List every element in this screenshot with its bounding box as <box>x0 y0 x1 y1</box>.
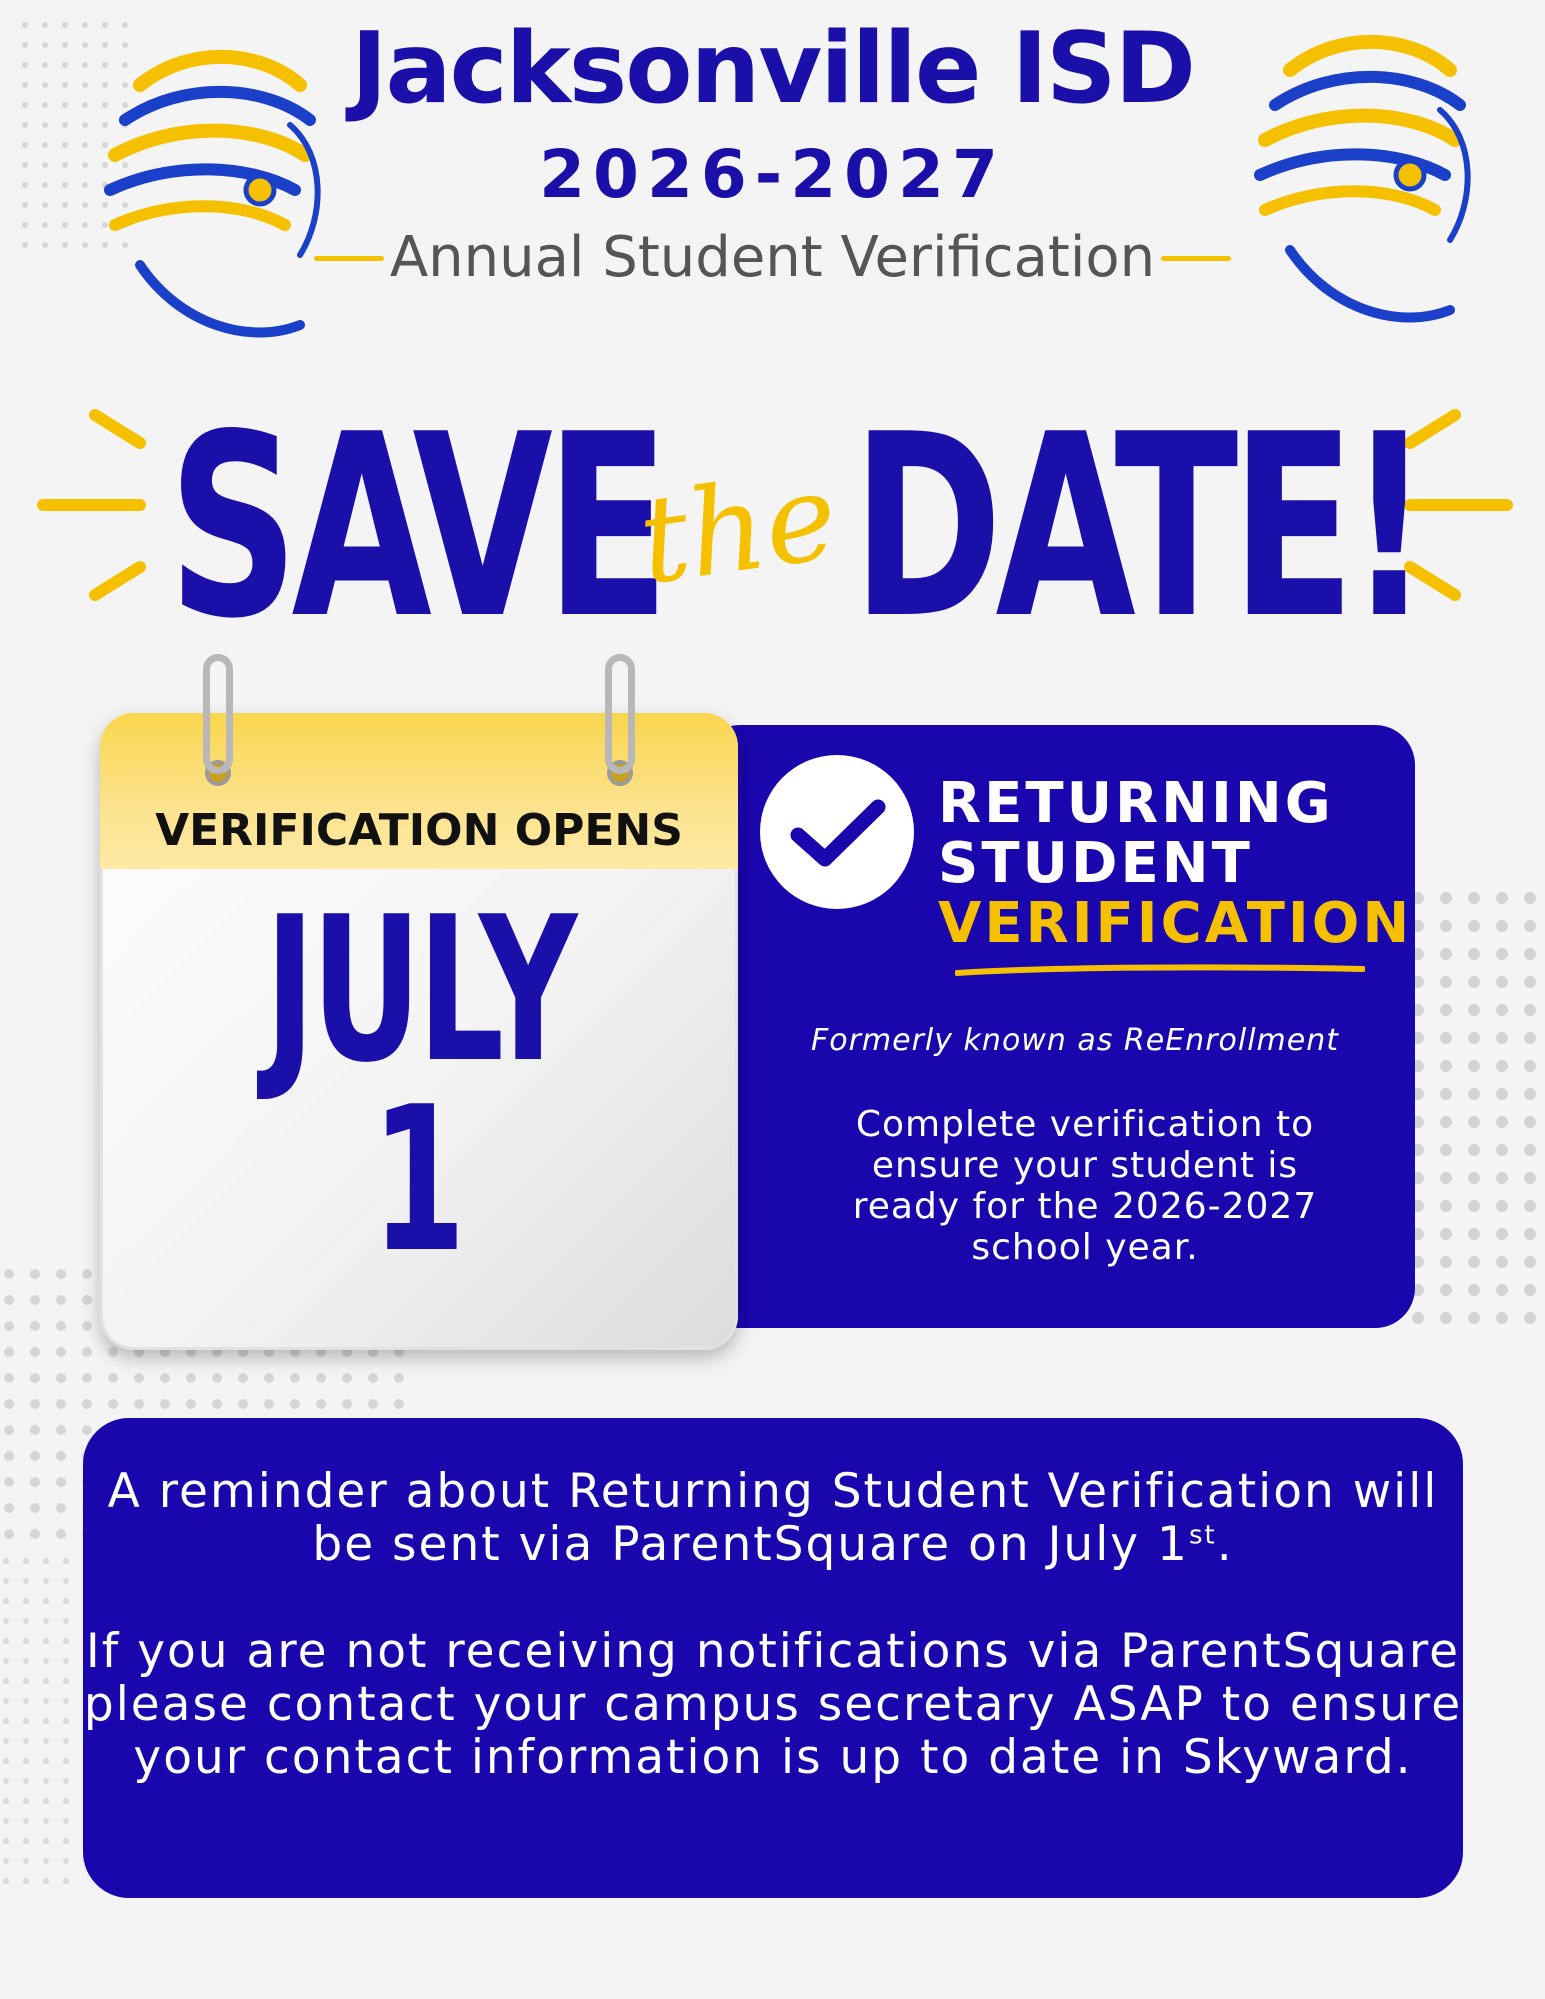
sparkle-lines-icon <box>35 405 155 605</box>
ordinal-suffix: st <box>1188 1520 1217 1551</box>
calendar-month-text: JULY <box>264 874 574 1107</box>
divider <box>1161 256 1231 261</box>
calendar-day <box>100 1064 738 1297</box>
reminder-text <box>83 1465 1463 1571</box>
formerly-known-note: Formerly known as ReEnrollment <box>810 1023 1340 1058</box>
panel-description: Complete verification to ensure your student is ready for the 2026-2027 school year. <box>852 1104 1318 1268</box>
check-badge <box>760 755 914 909</box>
panel-heading-line3: VERIFICATION <box>938 891 1413 956</box>
panel-heading-line2: STUDENT <box>938 831 1253 896</box>
calendar-month <box>100 874 738 1107</box>
panel-heading-line1: RETURNING <box>938 771 1334 836</box>
save-heading: SAVE <box>168 381 663 674</box>
calendar-day-text: 1 <box>371 1064 467 1297</box>
calendar-ring <box>605 654 635 774</box>
reminder-text-main: A reminder about Returning Student Verification will be sent via ParentSquare on July 1 <box>107 1464 1439 1572</box>
dot-pattern-right <box>1410 890 1545 1330</box>
calendar-card <box>100 713 738 1350</box>
page-title: Jacksonville ISD <box>351 12 1194 126</box>
brush-underline <box>955 962 1365 978</box>
date-heading: DATE! <box>852 381 1424 674</box>
dot-pattern-bottom-left <box>0 1555 70 1885</box>
calendar-label: VERIFICATION OPENS <box>155 805 683 856</box>
divider <box>314 256 384 261</box>
subtitle: Annual Student Verification <box>389 225 1156 290</box>
calendar-ring <box>203 654 233 774</box>
school-year: 2026-2027 <box>539 136 1006 213</box>
contact-note: If you are not receiving notifications via ParentSquare please contact your campus secretary ASAP to ensure your contact information is up to date in Skyward. <box>83 1624 1463 1785</box>
check-icon <box>760 755 914 909</box>
subtitle-row <box>0 225 1545 290</box>
reminder-text-end: . <box>1216 1517 1234 1572</box>
the-script-text: the <box>631 447 846 613</box>
